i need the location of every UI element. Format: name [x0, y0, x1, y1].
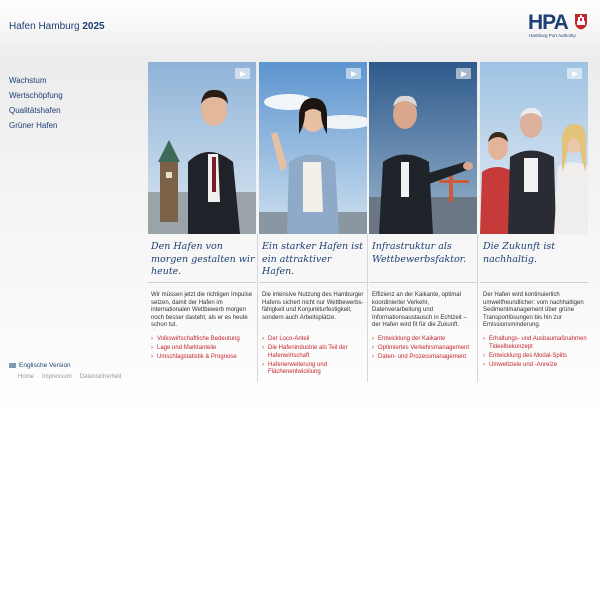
nav-item-gruener-hafen[interactable]: Grüner Hafen [9, 121, 58, 130]
play-icon[interactable] [235, 68, 250, 79]
photo-young-man-in-suit [148, 62, 256, 234]
video-thumbnail[interactable] [259, 62, 367, 234]
column-text: Der Hafen wird kontinuierlich umweltfreundlicher: vom nachhaltigen Sedimentmanagement über grüne Transportlösungen bis hin zur Emissionsminderung. [483, 292, 584, 328]
link-entwicklung-kaikante[interactable]: › Entwicklung der Kaikante [372, 336, 476, 344]
column-headline: Infrastruktur als Wettbewerbsfaktor. [372, 241, 467, 265]
hamburg-crest-icon [574, 12, 588, 30]
photo-family-group [480, 62, 588, 234]
column-links [483, 336, 587, 371]
feature-column-gruener-hafen [480, 62, 588, 382]
site-title-text: Hafen Hamburg [9, 21, 80, 32]
column-headline: Den Hafen von morgen gestalten wir heute. [151, 241, 255, 277]
nav-item-wachstum[interactable]: Wachstum [9, 76, 47, 85]
feature-column-wertschoepfung [259, 62, 367, 382]
column-text: Die intensive Nutzung des Hamburger Hafens sichert nicht nur Wettbewerbs-fähigkeit und Konjunkturfestigkeit, sondern auch Arbeitsplätze. [262, 292, 364, 321]
feature-column-qualitaetshafen [369, 62, 477, 382]
link-lage-und-marktanteile[interactable]: › Lage und Marktanteile [151, 345, 255, 353]
column-links [151, 336, 255, 363]
video-thumbnail[interactable] [148, 62, 256, 234]
video-thumbnail[interactable] [369, 62, 477, 234]
footer-separator: · [74, 374, 77, 380]
site-title[interactable] [9, 21, 105, 32]
column-text: Wir müssen jetzt die richtigen Impulse setzen, damit der Hafen im internationalen Wettbewerb morgen noch besser dasteht, als er es heute schon tut. [151, 292, 253, 328]
play-icon[interactable] [346, 68, 361, 79]
photo-older-man-pointing [369, 62, 477, 234]
nav-item-qualitaetshafen[interactable]: Qualitätshafen [9, 106, 61, 115]
link-prozessmanagement[interactable]: › Daten- und Prozessmanagement [372, 354, 476, 362]
column-separator [257, 234, 258, 382]
photo-young-woman [259, 62, 367, 234]
column-separator [367, 234, 368, 382]
column-links [262, 336, 366, 378]
video-thumbnail[interactable] [480, 62, 588, 234]
link-verkehrsmanagement[interactable]: › Optimiertes Verkehrsmanagement [372, 345, 476, 353]
divider [148, 282, 256, 283]
footer-link-datensicherheit[interactable]: Datensicherheit [79, 374, 122, 380]
nav-item-wertschoepfung[interactable]: Wertschöpfung [9, 91, 63, 100]
hpa-logo[interactable] [526, 11, 590, 41]
footer-link-impressum[interactable]: Impressum [42, 374, 72, 380]
link-loco-anteil[interactable]: › Der Loco-Anteil [262, 336, 366, 344]
logo-wordmark: HPA [528, 11, 568, 34]
footer-link-home[interactable]: Home [18, 374, 35, 380]
language-switch-label: Englische Version [19, 362, 71, 369]
footer-links [18, 374, 121, 380]
logo-subtitle: Hamburg Port Authority [529, 33, 576, 38]
site-title-year: 2025 [82, 21, 105, 32]
language-switch[interactable] [9, 362, 71, 369]
divider [369, 282, 477, 283]
column-text: Effizienz an der Kaikante, optimal koordinierter Verkehr, Datenverarbeitung und Informationsaustausch in Echtzeit – der Hafen wird fit für die Zukunft. [372, 292, 467, 328]
column-links [372, 336, 476, 363]
footer-separator: · [37, 374, 40, 380]
link-volkswirtschaftliche-bedeutung[interactable]: › Volkswirtschaftliche Bedeutung [151, 336, 255, 344]
link-modal-split[interactable]: › Entwicklung des Modal-Splits [483, 353, 587, 361]
link-umweltziele[interactable]: › Umweltziele und -Anreize [483, 362, 587, 370]
divider [480, 282, 588, 283]
play-icon[interactable] [456, 68, 471, 79]
column-headline: Ein starker Hafen ist ein attraktiver Hafen. [262, 241, 363, 277]
link-umschlagstatistik[interactable]: › Umschlagstatistik & Prognose [151, 354, 255, 362]
speech-bubble-icon [9, 363, 16, 368]
feature-column-wachstum [148, 62, 256, 382]
main-nav [9, 75, 63, 135]
link-hafenindustrie[interactable]: › Die Hafenindustrie als Teil der Hafenwirtschaft [262, 345, 366, 360]
link-hafenerweiterung[interactable]: › Hafenerweiterung und Flächenentwicklung [262, 362, 366, 377]
play-icon[interactable] [567, 68, 582, 79]
column-headline: Die Zukunft ist nachhaltig. [483, 241, 556, 265]
divider [259, 282, 367, 283]
link-tideelbekonzept[interactable]: › Erhaltungs- und Ausbaumaßnahmen Tideelbekonzept [483, 336, 587, 351]
column-separator [477, 234, 478, 382]
